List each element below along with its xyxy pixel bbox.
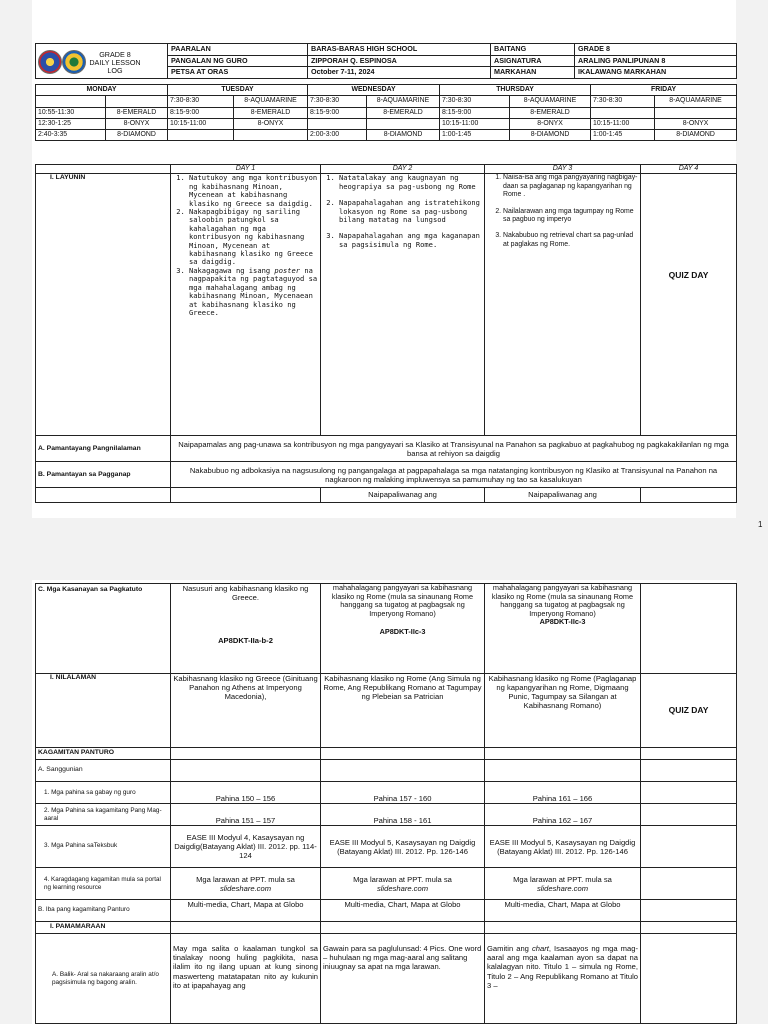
karagdagang-day2: Mga larawan at PPT. mula sa slideshare.com — [321, 868, 485, 900]
sched-cell: 2:40-3:35 — [36, 130, 106, 141]
nilalaman-day2: Kabihasnang klasiko ng Rome (Ang Simula ng Rome, Ang Republikang Romano at Tagumpay ng Plebeian sa Patrician — [321, 674, 485, 748]
sched-cell: 8-DIAMOND — [655, 130, 737, 141]
sched-cell — [367, 118, 440, 129]
sched-cell — [36, 96, 106, 107]
day3-objectives — [485, 174, 641, 436]
kasanayan-day1: Nasusuri ang kabihasnang klasiko ng Greece. AP8DKT-IIa-b-2 — [171, 584, 321, 674]
objective-item: 2. Napapahalagahan ang istratehikong lokasyon ng Rome sa pag-usbong bilang matatag na lungsod — [339, 199, 482, 224]
sched-cell: 8-AQUAMARINE — [234, 96, 308, 107]
teksbuk-day1: EASE III Modyul 4, Kasaysayan ng Daigdig(Batayang Aklat) III. 2012. pp. 114-124 — [171, 826, 321, 868]
objective-item: 3. Nakagagawa ng isang poster na nagpapakita ng pagtataguyod sa mga mahahalagang ambag ng kabihasnang Minoan, Mycenaean at kabihasnang klasiko ng Greece. — [189, 267, 318, 317]
kasanayan-day2: mahahalagang pangyayari sa kabihasnang klasiko ng Rome (mula sa sinaunang Rome hanggang sa tugatog at pagbagsak ng Imperyong Romano) AP8DKT-IIc-3 — [321, 584, 485, 674]
balik-label: A. Balik- Aral sa nakaraang aralin at/o pagsisimula ng bagong aralin. — [36, 934, 171, 1024]
sched-cell: 10:15-11:00 — [591, 118, 655, 129]
day3-header: DAY 3 — [485, 165, 641, 174]
kasanayan-day3: mahahalagang pangyayari sa kabihasnang klasiko ng Rome (mula sa sinaunang Rome hanggang sa tugatog at pagbagsak ng Imperyong Romano) AP8DKT-IIc-3 — [485, 584, 641, 674]
value-petsa: October 7-11, 2024 — [308, 67, 491, 79]
sched-cell: 8-EMERALD — [510, 107, 591, 118]
objective-item: 1. Natatalakay ang kaugnayan ng heograpiya sa pag-usbong ng Rome — [339, 174, 482, 191]
teksbuk-day3: EASE III Modyul 5, Kasaysayan ng Daigdig (Batayang Aklat) III. 2012. Pp. 126-146 — [485, 826, 641, 868]
day2-header: DAY 2 — [321, 165, 485, 174]
sched-cell: 7:30-8:30 — [308, 96, 367, 107]
pamantayan-a-label: A. Pamantayang Pangnilalaman — [36, 436, 171, 462]
iba-day3: Multi-media, Chart, Mapa at Globo — [485, 900, 641, 922]
sched-cell: 8-AQUAMARINE — [367, 96, 440, 107]
iba-day1: Multi-media, Chart, Mapa at Globo — [171, 900, 321, 922]
gabay-day2: Pahina 157 - 160 — [321, 782, 485, 804]
sched-cell: 8:15-9:00 — [308, 107, 367, 118]
nilalaman-day3: Kabihasnang klasiko ng Rome (Paglaganap ng kapangyarihan ng Rome, Digmaang Punic, Tagumpay sa Silangan at Kabihasnang Romano) — [485, 674, 641, 748]
day4-header: DAY 4 — [641, 165, 737, 174]
label-guro: PANGALAN NG GURO — [168, 55, 308, 67]
sched-cell: 1:00-1:45 — [591, 130, 655, 141]
lesson-table-page1 — [35, 164, 737, 503]
day1-objectives — [171, 174, 321, 436]
sched-cell: 8-EMERALD — [367, 107, 440, 118]
gabay-day1: Pahina 150 – 156 — [171, 782, 321, 804]
sched-cell: 8-AQUAMARINE — [510, 96, 591, 107]
page-1 — [32, 0, 736, 518]
competency-code: AP8DKT-IIc-3 — [379, 627, 426, 637]
pamantayan-a-text: Naipapamalas ang pag-unawa sa kontribusyon ng mga pangyayari sa Klasiko at Transisyunal na Panahon sa pagkabuo at pagkahubog ng pagkakakilanlan ng mga bansa at rehiyon sa daigdig — [171, 436, 737, 462]
quiz-day-2: QUIZ DAY — [641, 674, 737, 748]
day1-header: DAY 1 — [171, 165, 321, 174]
objective-item: 2. Nailalarawan ang mga tagumpay ng Rome sa pagbuo ng imperyo — [503, 208, 638, 225]
sched-cell: 7:30-8:30 — [591, 96, 655, 107]
competency-code: AP8DKT-IIc-3 — [539, 617, 586, 627]
sched-cell: 10:15-11:00 — [168, 118, 234, 129]
sched-cell: 10:55-11:30 — [36, 107, 106, 118]
label-petsa: PETSA AT ORAS — [168, 67, 308, 79]
sched-cell: 2:00-3:00 — [308, 130, 367, 141]
quiz-day: QUIZ DAY — [641, 174, 737, 436]
grade-line: GRADE 8 — [99, 50, 131, 59]
sched-cell: 1:00-1:45 — [440, 130, 510, 141]
label-asignatura: ASIGNATURA — [491, 55, 575, 67]
balik-day2: Gawain para sa paglulunsad: 4 Pics. One word – huhulaan ng mga mag-aaral ang salitang iniuugnay sa apat na mga larawan. — [321, 934, 485, 1024]
pamantayan-b-text: Nakabubuo ng adbokasiya na nagsusulong ng pangangalaga at pagpapahalaga sa mga natatanging kontribusyon ng Klasiko at Transisyunal na Panahon na nagkaroon ng malaking impluwensya sa pamumuhay ng tao sa kasalukuyan — [171, 462, 737, 488]
nilalaman-day1: Kabihasnang klasiko ng Greece (Ginituang Panahon ng Athens at Imperyong Macedonia), — [171, 674, 321, 748]
sched-cell: 8-DIAMOND — [510, 130, 591, 141]
teksbuk-day2: EASE III Modyul 5, Kasaysayan ng Daigdig (Batayang Aklat) III. 2012. Pp. 126-146 — [321, 826, 485, 868]
header-table — [35, 43, 737, 79]
value-markahan: IKALAWANG MARKAHAN — [575, 67, 737, 79]
value-asignatura: ARALING PANLIPUNAN 8 — [575, 55, 737, 67]
competency-code: AP8DKT-IIa-b-2 — [218, 636, 273, 645]
school-seal-icon — [62, 50, 86, 74]
sched-cell: 8-ONYX — [234, 118, 308, 129]
sched-cell: 12:30-1:25 — [36, 118, 106, 129]
teksbuk-label: 3. Mga Pahina saTeksbuk — [36, 826, 171, 868]
sched-cell: 8-DIAMOND — [367, 130, 440, 141]
sched-cell — [106, 96, 168, 107]
doc-title: DAILY LESSON LOG — [89, 58, 141, 76]
label-paaralan: PAARALAN — [168, 44, 308, 56]
karagdagang-day1: Mga larawan at PPT. mula sa slideshare.com — [171, 868, 321, 900]
pamantayan-b-label: B. Pamantayan sa Pagganap — [36, 462, 171, 488]
objective-item: 3. Nakabubuo ng retrieval chart sa pag-unlad at paglakas ng Rome. — [503, 232, 638, 249]
sched-cell — [308, 118, 367, 129]
naipapaliwanag-day2: Naipapaliwanag ang — [321, 488, 485, 503]
sched-cell: 8-EMERALD — [234, 107, 308, 118]
iba-label: B. Iba pang kagamitang Panturo — [36, 900, 171, 922]
page-number: 1 — [758, 520, 763, 529]
value-guro: ZIPPORAH Q. ESPINOSA — [308, 55, 491, 67]
day-friday: FRIDAY — [591, 85, 737, 96]
kasanayan-label: C. Mga Kasanayan sa Pagkatuto — [36, 584, 171, 674]
sched-cell: 10:15-11:00 — [440, 118, 510, 129]
pamamaraan-label: I. PAMAMARAAN — [36, 922, 171, 934]
sched-cell: 8:15-9:00 — [440, 107, 510, 118]
sched-cell: 8-AQUAMARINE — [655, 96, 737, 107]
nilalaman-label: I. NILALAMAN — [36, 674, 171, 748]
day-wednesday: WEDNESDAY — [308, 85, 440, 96]
sched-cell: 8-DIAMOND — [106, 130, 168, 141]
balik-day3: Gamitin ang chart, Isasaayos ng mga mag- aaral ang mga kaalaman ayon sa dapat na kalalagyan nito. Titulo 1 – simula ng Rome, Titulo 2 – Ang Republikang Romano at Titulo 3 – — [485, 934, 641, 1024]
sched-cell — [234, 130, 308, 141]
day-thursday: THURSDAY — [440, 85, 591, 96]
objective-item: 1. Naiisa-isa ang mga pangyayaring nagbigay-daan sa paglaganap ng kapangyarihan ng Rome . — [503, 174, 638, 199]
karagdagang-label: 4. Karagdagang kagamitan mula sa portal ng learning resource — [36, 868, 171, 900]
label-baitang: BAITANG — [491, 44, 575, 56]
gabay-day3: Pahina 161 – 166 — [485, 782, 641, 804]
sched-cell: 8-ONYX — [655, 118, 737, 129]
logo-cell — [36, 44, 168, 79]
value-paaralan: BARAS-BARAS HIGH SCHOOL — [308, 44, 491, 56]
lesson-table-page2 — [35, 583, 737, 1024]
sched-cell — [591, 107, 655, 118]
day-tuesday: TUESDAY — [168, 85, 308, 96]
sched-cell: 7:30-8:30 — [440, 96, 510, 107]
sanggunian-label: A. Sanggunian — [36, 760, 171, 782]
karagdagang-day3: Mga larawan at PPT. mula sa slideshare.com — [485, 868, 641, 900]
day-monday: MONDAY — [36, 85, 168, 96]
objective-item: 3. Napapahalagahan ang mga kaganapan sa pagsisimula ng Rome. — [339, 232, 482, 249]
balik-day1: May mga salita o kaalaman tungkol sa tinalakay noong huling pagkikita, nasa ilalim ito ng ilang upuan at kung sinong maswerteng matatapatan nito ay kukunin ito at ipapahayag ang — [171, 934, 321, 1024]
deped-seal-icon — [38, 50, 62, 74]
schedule-table — [35, 84, 737, 141]
value-baitang: GRADE 8 — [575, 44, 737, 56]
objective-item: 2. Nakapagbibigay ng sariling saloobin patungkol sa kahalagahan ng mga kontribusyon ng kabihasnang Minoan, Mycenean at kabihasnang klasiko ng Greece sa daigdig. — [189, 208, 318, 267]
kagamitan-label: KAGAMITAN PANTURO — [36, 748, 171, 760]
sched-cell: 8:15-9:00 — [168, 107, 234, 118]
sched-cell: 8-ONYX — [106, 118, 168, 129]
sched-cell — [168, 130, 234, 141]
magaaral-label: 2. Mga Pahina sa kagamitang Pang Mag-aaral — [36, 804, 171, 826]
magaaral-day1: Pahina 151 – 157 — [171, 804, 321, 826]
day2-objectives — [321, 174, 485, 436]
sched-cell — [655, 107, 737, 118]
naipapaliwanag-day3: Naipapaliwanag ang — [485, 488, 641, 503]
sched-cell: 7:30-8:30 — [168, 96, 234, 107]
gabay-label: 1. Mga pahina sa gabay ng guro — [36, 782, 171, 804]
sched-cell: 8-ONYX — [510, 118, 591, 129]
objective-item: 1. Natutukoy ang mga kontribusyon ng kabihasnang Minoan, Mycenean at kabihasnang klasiko ng Greece sa daigdig. — [189, 174, 318, 208]
label-markahan: MARKAHAN — [491, 67, 575, 79]
sched-cell: 8-EMERALD — [106, 107, 168, 118]
layunin-label: I. LAYUNIN — [36, 174, 171, 436]
magaaral-day2: Pahina 158 - 161 — [321, 804, 485, 826]
magaaral-day3: Pahina 162 – 167 — [485, 804, 641, 826]
iba-day2: Multi-media, Chart, Mapa at Globo — [321, 900, 485, 922]
